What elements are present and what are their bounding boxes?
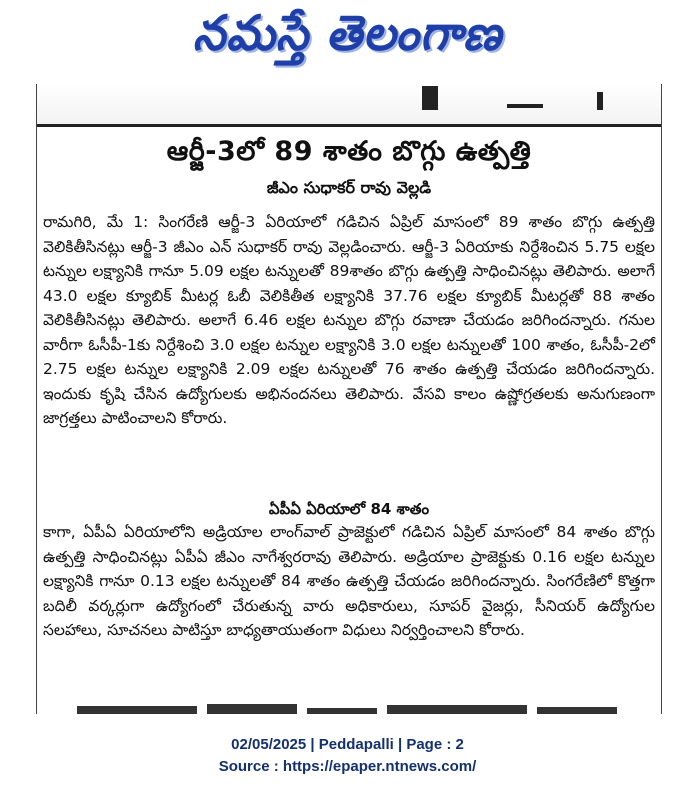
cut-heading-fragment <box>507 94 543 108</box>
masthead <box>0 0 695 78</box>
newspaper-logo: నమస్తే తెలంగాణ <box>192 4 503 62</box>
source-link[interactable]: Source : https://epaper.ntnews.com/ <box>218 758 477 775</box>
section-heading: ఏపీఏ ఏరియాలో 84 శాతం <box>268 500 430 518</box>
edition-info: 02/05/2025 | Peddapalli | Page : 2 <box>231 736 464 753</box>
article-paragraph: కాగా, ఏపీఏ ఏరియాలోని అడ్రియాల లాంగ్‌వాల్ ప్రాజెక్టులో గడిచిన ఏప్రిల్ మాసంలో 84 శాతం బొగ్గు ఉత్పత్తి సాధించినట్లు ఏపీఏ జీఎం నాగేశ్వరరావు తెలిపారు. అడ్రియాల ప్రాజెక్టుకు 0.16 లక్షల టన్నుల లక్ష్యానికి గానూ 0.13 లక్షల టన్నులతో 84 శాతం ఉత్పత్తి చేయడం జరిగిందన్నారు. సింగరేణిలో కొత్తగా బదిలీ వర్కర్లుగా ఉద్యోగంలో చేరుతున్న వారు అధికారులు, సూపర్ వైజర్లు, సీనియర్ ఉద్యోగుల సలహాలు, సూచనలు పాటిస్తూ బాధ్యతాయుతంగా విధులు నిర్వర్తించాలని కోరారు. <box>43 523 655 639</box>
cut-next-headline-fragment <box>57 696 637 714</box>
page-footer <box>0 734 695 778</box>
article-paragraph: రామగిరి, మే 1: సింగరేణి ఆర్జీ-3 ఏరియాలో గడిచిన ఏప్రిల్ మాసంలో 89 శాతం బొగ్గు ఉత్పత్తి వెలికితీసినట్లు ఆర్జీ-3 జీఎం ఎన్ సుధాకర్ రావు వెల్లడించారు. ఆర్జీ-3 ఏరియాకు నిర్దేశించిన 5.75 లక్షల టన్నుల లక్ష్యానికి గానూ 5.09 లక్షల టన్నులతో 89శాతం బొగ్గు ఉత్పత్తి సాధించినట్లు తెలిపారు. అలాగే 43.0 లక్షల క్యూబిక్ మీటర్ల ఓబీ వెలికితీత లక్ష్యానికి 37.76 లక్షల క్యూబిక్ మీటర్లతో 88 శాతం వెలికితీసినట్లు తెలిపారు. అలాగే 6.46 లక్షల టన్నుల బొగ్గు రవాణా చేయడం జరిగిందన్నారు. గనుల వారీగా ఓసీపీ-1కు నిర్దేశించి 3.0 లక్షల టన్నుల లక్ష్యానికి 3.0 లక్షల టన్నులతో 100 శాతం, ఓసీపీ-2లో 2.75 లక్షల టన్నుల లక్ష్యానికి 2.09 లక్షల టన్నులతో 76 శాతం ఉత్పత్తి చేయడం జరిగిందన్నారు. ఇందుకు కృషి చేసిన ఉద్యోగులకు అభినందనలు తెలిపారు. వేసవి కాలం ఉష్ణోగ్రతలకు అనుగుణంగా జాగ్రత్తలు పాటించాలని కోరారు. <box>43 213 655 427</box>
article-subheadline: జీఎం సుధాకర్ రావు వెల్లడి <box>266 178 432 197</box>
cut-heading-fragment <box>422 86 438 110</box>
cut-heading-fragment <box>597 92 603 110</box>
clipping-bottom-edge <box>57 696 637 714</box>
article-headline: ఆర్జీ-3లో 89 శాతం బొగ్గు ఉత్పత్తి <box>166 136 532 167</box>
clipping-top-edge <box>37 84 661 127</box>
newspaper-clipping <box>36 84 662 714</box>
